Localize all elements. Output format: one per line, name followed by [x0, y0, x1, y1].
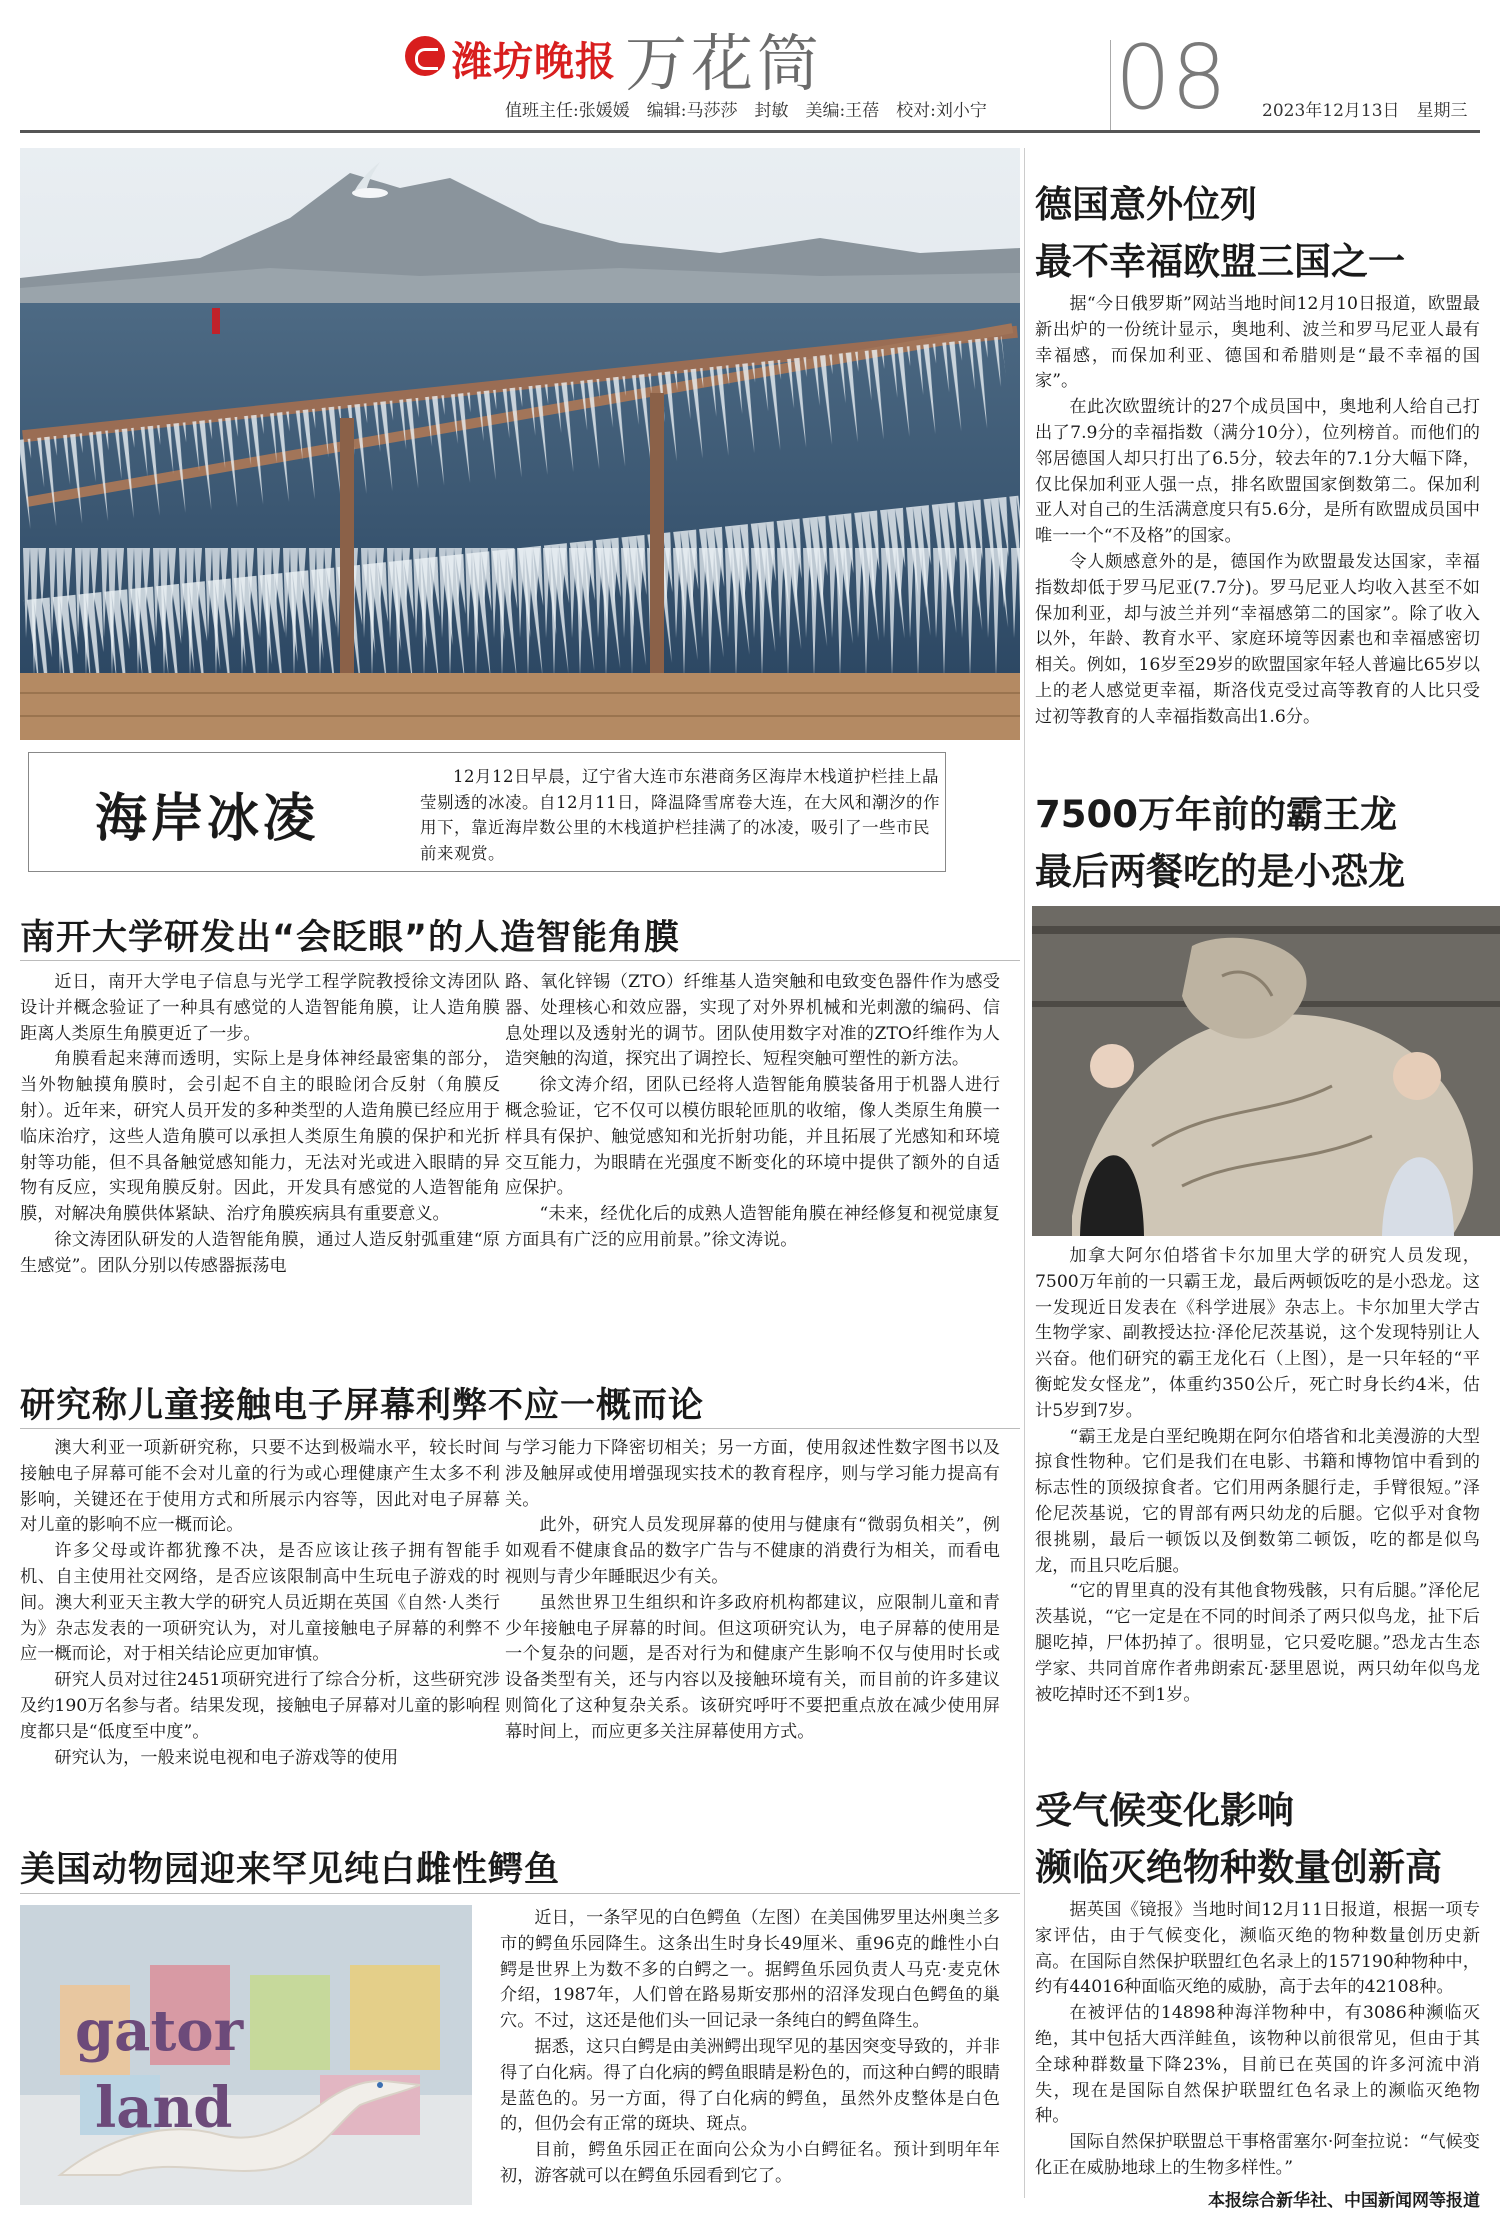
- nankai-paragraph: 角膜看起来薄而透明，实际上是身体神经最密集的部分，当外物触摸角膜时，会引起不自主的眼睑闭合反射（角膜反射）。近年来，研究人员开发的多种类型的人造角膜已经应用于临床治疗，这些人造角膜可以承担人类原生角膜的保护和光折射等功能，但不具备触觉感知能力，无法对光或进入眼睛的异物有反应，实现角膜反射。因此，开发具有感觉的人造智能角膜，对解决角膜供体紧缺、治疗角膜疾病具有重要意义。: [20, 1049, 500, 1225]
- section-title: 万花筒: [625, 27, 824, 100]
- germany-body: [1035, 292, 1480, 731]
- germany-headline: [1035, 176, 1405, 291]
- trex-paragraph: “霸王龙是白垩纪晚期在阿尔伯塔省和北美漫游的大型掠食性物种。它们是我们在电影、书籍和博物馆中看到的标志性的顶级掠食者。它们用两条腿行走，手臂很短。”泽伦尼茨基说，它的胃部有两只幼龙的后腿。它似乎对食物很挑剔，最后一顿饭以及倒数第二顿饭，吃的都是似鸟龙，而且只吃后腿。: [1035, 1426, 1480, 1576]
- germany-headline-line-1: 德国意外位列: [1035, 183, 1257, 226]
- gator-headline: 美国动物园迎来罕见纯白雌性鳄鱼: [20, 1850, 561, 1890]
- page-number: 08: [1115, 26, 1227, 129]
- nankai-headline: 南开大学研发出“会眨眼”的人造智能角膜: [20, 918, 681, 958]
- screens-paragraph: 与学习能力下降密切相关；另一方面，使用叙述性数字图书以及涉及触屏或使用增强现实技术的教育程序，则与学习能力提高有关。: [505, 1438, 1000, 1510]
- source-credit: 本报综合新华社、中国新闻网等报道: [1208, 2191, 1480, 2211]
- issue-date: 2023年12月13日 星期三: [1262, 101, 1468, 121]
- climate-paragraph: 国际自然保护联盟总干事格雷塞尔·阿奎拉说：“气候变化正在威胁地球上的生物多样性。”: [1035, 2132, 1480, 2178]
- screens-rule: [20, 1428, 1020, 1429]
- climate-paragraph: 在被评估的14898种海洋物种中，有3086种濒临灭绝，其中包括大西洋鲑鱼，该物种以前很常见，但由于其全球种群数量下降23%，目前已在英国的许多河流中消失，现在是国际自然保护联盟红色名录上的濒临灭绝物种。: [1035, 2003, 1480, 2127]
- trex-fossil-illustration: [1032, 906, 1500, 1236]
- sign-letters-top: gator: [75, 1998, 244, 2064]
- nankai-rule: [20, 960, 1020, 961]
- icicles-title: 海岸冰凌: [95, 788, 320, 849]
- screens-paragraph: 此外，研究人员发现屏幕的使用与健康有“微弱负相关”，例如观看不健康食品的数字广告与不健康的消费行为相关，而看电视则与青少年睡眠迟少有关。: [505, 1515, 1000, 1587]
- white-alligator-photo: [20, 1905, 472, 2205]
- climate-headline-line-1: 受气候变化影响: [1035, 1789, 1294, 1832]
- gator-paragraph: 目前，鳄鱼乐园正在面向公众为小白鳄征名。预计到明年年初，游客就可以在鳄鱼乐园看到它了。: [500, 2140, 1000, 2186]
- icicles-caption: 12月12日早晨，辽宁省大连市东港商务区海岸木栈道护栏挂上晶莹剔透的冰凌。自12月11日，降温降雪席卷大连，在大风和潮汐的作用下，靠近海岸数公里的木栈道护栏挂满了的冰凌，吸引了一些市民前来观赏。: [420, 767, 940, 863]
- trex-paragraph: “它的胃里真的没有其他食物残骸，只有后腿。”泽伦尼茨基说，“它一定是在不同的时间杀了两只似鸟龙，扯下后腿吃掉，尸体扔掉了。很明显，它只爱吃腿。”恐龙古生态学家、共同首席作者弗朗索瓦·瑟里恩说，两只幼年似鸟龙被吃掉时还不到1岁。: [1035, 1581, 1480, 1705]
- trex-headline-line-2: 最后两餐吃的是小恐龙: [1035, 850, 1405, 894]
- icicles-photo-illustration: [20, 148, 1020, 740]
- gator-body: [500, 1906, 1000, 2190]
- nankai-paragraph: 徐文涛团队研发的人造智能角膜，通过人造反射弧重建“原生感觉”。团队分别以传感器振荡电: [20, 1229, 500, 1276]
- screens-paragraph: 研究认为，一般来说电视和电子游戏等的使用: [54, 1747, 399, 1768]
- nankai-paragraph: 徐文涛介绍，团队已经将人造智能角膜装备用于机器人进行概念验证，它不仅可以模仿眼轮匝肌的收缩，像人类原生角膜一样具有保护、触觉感知和光折射功能，并且拓展了光感知和环境交互能力，为眼睛在光强度不断变化的环境中提供了额外的自适应保护。: [505, 1075, 1000, 1199]
- climate-headline: [1035, 1782, 1442, 1897]
- screens-paragraph: 许多父母或许都犹豫不决，是否应该让孩子拥有智能手机、自主使用社交网络，是否应该限制高中生玩电子游戏的时间。澳大利亚天主教大学的研究人员近期在英国《自然·人类行为》杂志发表的一项研究认为，对儿童接触电子屏幕的利弊不应一概而论，对于相关结论应更加审慎。: [20, 1541, 500, 1665]
- trex-body: [1035, 1244, 1480, 1708]
- nankai-paragraph: 近日，南开大学电子信息与光学工程学院教授徐文涛团队设计并概念验证了一种具有感觉的人造智能角膜，让人造角膜距离人类原生角膜更近了一步。: [20, 972, 500, 1044]
- climate-headline-line-2: 濒临灭绝物种数量创新高: [1035, 1846, 1442, 1890]
- gator-rule: [20, 1893, 1020, 1894]
- nankai-column-2: [505, 970, 1000, 1254]
- germany-paragraph: 在此次欧盟统计的27个成员国中，奥地利人给自己打出了7.9分的幸福指数（满分10分），位列榜首。而他们的邻居德国人却只打出了6.5分，较去年的7.1分大幅下降，仅比保加利亚人强一点，排名欧盟国家倒数第二。保加利亚人对自己的生活满意度只有5.6分，是所有欧盟成员国中唯一一个“不及格”的国家。: [1035, 397, 1480, 547]
- newspaper-name: 潍坊晚报: [452, 38, 616, 85]
- nankai-paragraph: 路、氧化锌锡（ZTO）纤维基人造突触和电致变色器件作为感受器、处理核心和效应器，实现了对外界机械和光刺激的编码、信息处理以及透射光的调节。团队使用数字对准的ZTO纤维作为人造突触的沟道，探究出了调控长、短程突触可塑性的新方法。: [505, 972, 1000, 1070]
- climate-body: [1035, 1898, 1480, 2182]
- white-alligator-illustration: [20, 1905, 472, 2205]
- gator-paragraph: 近日，一条罕见的白色鳄鱼（左图）在美国佛罗里达州奥兰多市的鳄鱼乐园降生。这条出生时身长49厘米、重96克的雌性小白鳄是世界上为数不多的白鳄之一。据鳄鱼乐园负责人马克·麦克休介绍，1987年，人们曾在路易斯安那州的沼泽发现白色鳄鱼的巢穴。不过，这还是他们头一回记录一条纯白的鳄鱼降生。: [500, 1908, 1000, 2032]
- icicles-photo: [20, 148, 1020, 740]
- trex-fossil-photo: [1032, 906, 1500, 1236]
- trex-paragraph: 加拿大阿尔伯塔省卡尔加里大学的研究人员发现，7500万年前的一只霸王龙，最后两顿饭吃的是小恐龙。这一发现近日发表在《科学进展》杂志上。卡尔加里大学古生物学家、副教授达拉·泽伦尼茨基说，这个发现特别让人兴奋。他们研究的霸王龙化石（上图），是一只年轻的“平衡蛇发女怪龙”，体重约350公斤，死亡时身长约4米，估计5岁到7岁。: [1035, 1246, 1480, 1421]
- sign-letters-bottom: land: [95, 2075, 233, 2141]
- germany-paragraph: 令人颇感意外的是，德国作为欧盟最发达国家，幸福指数却低于罗马尼亚(7.7分)。罗马尼亚人均收入甚至不如保加利亚，却与波兰并列“幸福感第二的国家”。除了收入以外，年龄、教育水平、家庭环境等因素也和幸福感密切相关。例如，16岁至29岁的欧盟国家年轻人普遍比65岁以上的老人感觉更幸福，斯洛伐克受过高等教育的人比只受过初等教育的人幸福指数高出1.6分。: [1035, 551, 1480, 727]
- screens-paragraph: 虽然世界卫生组织和许多政府机构都建议，应限制儿童和青少年接触电子屏幕的时间。但这项研究认为，电子屏幕的使用是一个复杂的问题，是否对行为和健康产生影响不仅与使用时长或设备类型有关，还与内容以及接触环境有关，而目前的许多建议则简化了这种复杂关系。该研究呼吁不要把重点放在减少使用屏幕时间上，而应更多关注屏幕使用方式。: [505, 1592, 1000, 1742]
- header-rule: [20, 130, 1480, 133]
- screens-column-2: [505, 1436, 1000, 1746]
- germany-paragraph: 据“今日俄罗斯”网站当地时间12月10日报道，欧盟最新出炉的一份统计显示，奥地利、波兰和罗马尼亚人最有幸福感，而保加利亚、德国和希腊则是“最不幸福的国家”。: [1035, 294, 1480, 392]
- trex-headline-line-1: 7500万年前的霸王龙: [1035, 793, 1397, 836]
- column-separator: [1024, 148, 1025, 2198]
- screens-paragraph: 澳大利亚一项新研究称，只要不达到极端水平，较长时间接触电子屏幕可能不会对儿童的行为或心理健康产生太多不利影响，关键还在于使用方式和所展示内容等，因此对电子屏幕对儿童的影响不应一概而论。: [20, 1438, 500, 1536]
- gator-paragraph: 据悉，这只白鳄是由美洲鳄出现罕见的基因突变导致的，并非得了白化病。得了白化病的鳄鱼眼睛是粉色的，而这种白鳄的眼睛是蓝色的。另一方面，得了白化病的鳄鱼，虽然外皮整体是白色的，但仍会有正常的斑块、斑点。: [500, 2036, 1000, 2135]
- screens-column-1: [20, 1436, 500, 1771]
- staff-credits: 值班主任:张媛媛 编辑:马莎莎 封敏 美编:王蓓 校对:刘小宁: [505, 101, 987, 121]
- trex-headline: [1035, 786, 1405, 901]
- nankai-paragraph: “未来，经优化后的成熟人造智能角膜在神经修复和视觉康复方面具有广泛的应用前景。”徐文涛说。: [505, 1204, 1000, 1250]
- header-divider: [1110, 40, 1111, 130]
- newspaper-logo-icon: [405, 36, 445, 76]
- screens-paragraph: 研究人员对过往2451项研究进行了综合分析，这些研究涉及约190万名参与者。结果发现，接触电子屏幕对儿童的影响程度都只是“低度至中度”。: [20, 1670, 500, 1742]
- climate-paragraph: 据英国《镜报》当地时间12月11日报道，根据一项专家评估，由于气候变化，濒临灭绝的物种数量创历史新高。在国际自然保护联盟红色名录上的157190种物种中，约有44016种面临灭绝的威胁，高于去年的42108种。: [1035, 1900, 1480, 1998]
- screens-headline: 研究称儿童接触电子屏幕利弊不应一概而论: [20, 1386, 705, 1426]
- germany-headline-line-2: 最不幸福欧盟三国之一: [1035, 240, 1405, 284]
- nankai-column-1: [20, 970, 500, 1280]
